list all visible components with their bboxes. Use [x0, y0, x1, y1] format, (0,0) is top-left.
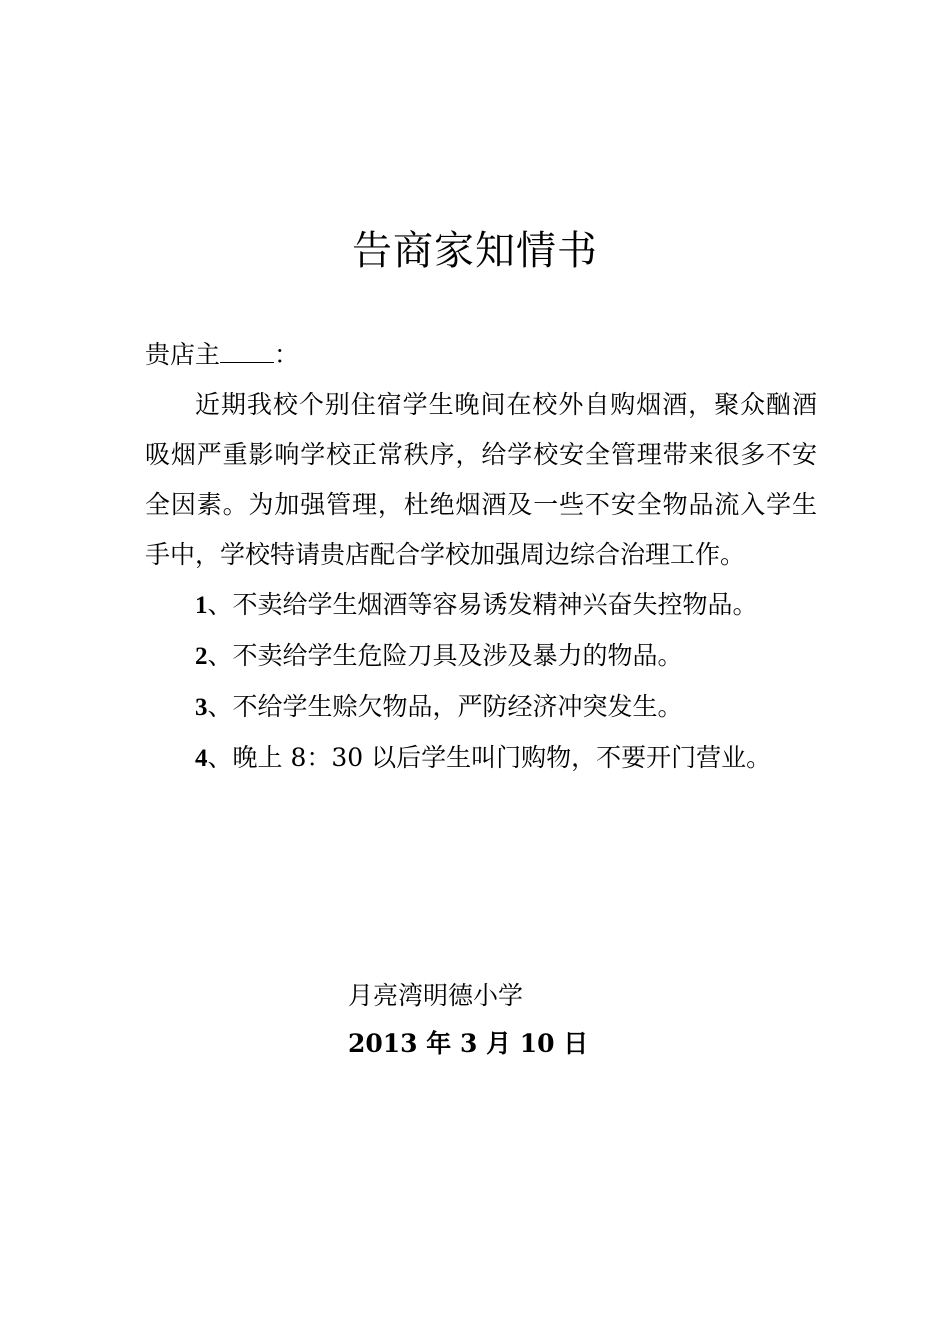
rule-item-1	[145, 580, 817, 631]
rule-number: 1	[195, 592, 208, 619]
greeting-line	[145, 330, 817, 380]
greeting-prefix: 贵店主	[145, 340, 221, 369]
notice-paragraph: 近期我校个别住宿学生晚间在校外自购烟酒，聚众酗酒吸烟严重影响学校正常秩序，给学校安全管理带来很多不安全因素。为加强管理，杜绝烟酒及一些不安全物品流入学生手中，学校特请贵店配合学校加强周边综合治理工作。	[145, 390, 817, 569]
document-title: 告商家知情书	[352, 228, 598, 274]
rule-number: 3	[195, 694, 208, 721]
rule-item-4	[145, 733, 817, 784]
name-blank	[220, 342, 274, 363]
greeting-suffix: ：	[274, 340, 300, 369]
rule-number: 4	[195, 745, 208, 772]
document-date: 2013 年 3 月 10 日	[348, 1029, 589, 1058]
signature-block	[348, 972, 588, 1068]
rule-text: 、晚上 8：30 以后学生叫门购物，不要开门营业。	[207, 743, 772, 772]
rule-text: 、不卖给学生危险刀具及涉及暴力的物品。	[207, 641, 683, 670]
school-name: 月亮湾明德小学	[348, 981, 524, 1010]
document-body	[145, 330, 817, 784]
rule-text: 、不卖给学生烟酒等容易诱发精神兴奋失控物品。	[207, 590, 758, 619]
rule-text: 、不给学生赊欠物品，严防经济冲突发生。	[207, 692, 683, 721]
rule-number: 2	[195, 643, 208, 670]
rule-item-2	[145, 631, 817, 682]
rule-item-3	[145, 682, 817, 733]
